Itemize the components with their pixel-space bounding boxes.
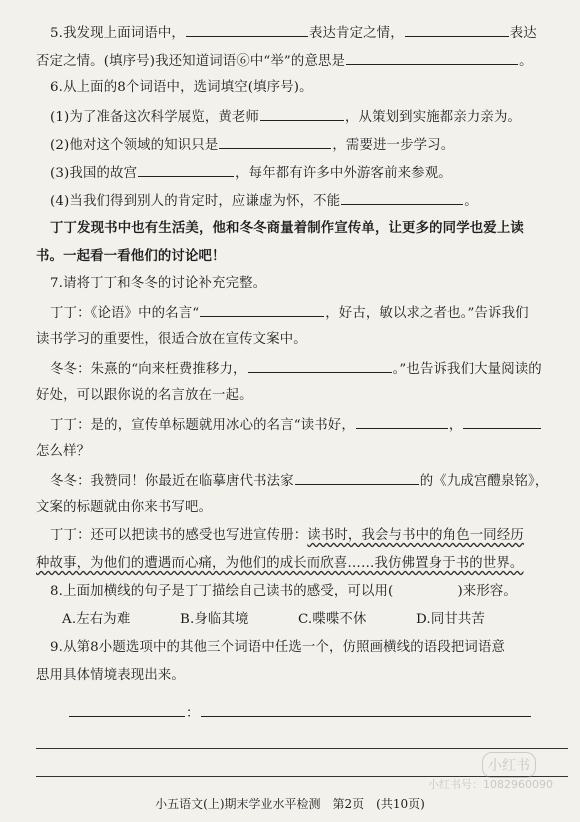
intro-line-2: 书。一起看一看他们的讨论吧！: [36, 248, 226, 264]
q6-s1-text: (1)为了准备这次科学展览，黄老师: [50, 110, 259, 125]
q8-option-d[interactable]: D.同甘共苦: [416, 612, 485, 627]
q7-underlined-sentence-b: 种故事，为他们的遭遇而心痛，为他们的成长而欣喜……我仿佛置身于书的世界。: [36, 556, 524, 571]
q7-d3-text: 丁丁：是的，宣传单标题就用冰心的名言“读书好，: [50, 418, 355, 433]
q8-option-a[interactable]: A.左右为难: [62, 612, 131, 627]
q7-d2-tail: 。”也告诉我们大量阅读的: [392, 362, 542, 377]
q6-sentence-1: [0, 106, 580, 128]
q8-options: [0, 610, 580, 630]
q8-prompt: [0, 582, 580, 602]
q9-word-blank[interactable]: [69, 702, 185, 717]
q9-sentence-blank[interactable]: [201, 702, 531, 717]
page-footer: 小五语文(上)期末学业水平检测 第2页 (共10页): [155, 797, 425, 811]
q6-s4-tail: 。: [464, 194, 478, 209]
q7-underlined-sentence-a: 读书时，我会与书中的角色一同经历: [307, 528, 524, 543]
q5-text-b: 表达肯定之情，: [308, 26, 404, 41]
q7-dialog-5-cont: [0, 554, 580, 574]
q6-blank-1[interactable]: [260, 106, 344, 121]
q7-blank-4[interactable]: [463, 414, 541, 429]
q7-dialog-2: [0, 358, 580, 380]
q5-text-d: 否定之情。(填序号)我还知道词语⑥中“举”的意思是: [36, 54, 346, 69]
q5-blank-2[interactable]: [405, 22, 509, 37]
q5-text-c: 表达: [509, 26, 537, 41]
q9-answer-line-2[interactable]: [36, 748, 568, 749]
q6-s2-tail: ，需要进一步学习。: [332, 138, 455, 153]
q6-sentence-3: [0, 162, 580, 184]
q7-dialog-1: [0, 302, 580, 324]
q7-blank-3[interactable]: [356, 414, 448, 429]
watermark-id: 小红书号：1082960090: [428, 778, 553, 791]
q7-d2-text: 冬冬：朱熹的“向来枉费推移力，: [50, 362, 247, 377]
q7-d4-text: 冬冬：我赞同！你最近在临摹唐代书法家: [50, 474, 294, 489]
q7-blank-5[interactable]: [295, 470, 419, 485]
q7-prompt: 7.请将丁丁和冬冬的讨论补充完整。: [50, 276, 267, 291]
q9-prompt-2: 思用具体情境表现出来。: [36, 668, 185, 683]
q7-d5-text: 丁丁：还可以把读书的感受也写进宣传册：: [50, 528, 308, 543]
q6-s2-text: (2)他对这个领域的知识只是: [50, 138, 219, 153]
q6-blank-3[interactable]: [138, 162, 234, 177]
q8-tail: )来形容。: [457, 584, 517, 599]
q6-s4-text: (4)当我们得到别人的肯定时，应谦虚为怀，不能: [50, 194, 341, 209]
q5-blank-1[interactable]: [186, 22, 308, 37]
q7-dialog-4-cont: 文案的标题就由你来书写吧。: [36, 500, 213, 515]
intro-line-1: 丁丁发现书中也有生活美，他和冬冬商量着制作宣传单，让更多的同学也爱上读: [50, 220, 524, 236]
q8-text: 8.上面加横线的句子是丁丁描绘自己读书的感受，可以用(: [50, 584, 394, 599]
q7-dialog-3-cont: 怎么样？: [36, 444, 91, 459]
q5-text-e: 。: [519, 54, 533, 69]
q6-sentence-2: [0, 134, 580, 156]
q7-blank-1[interactable]: [200, 302, 324, 317]
q6-s1-tail: ，从策划到实施都亲力亲为。: [345, 110, 522, 125]
q6-prompt: 6.从上面的8个词语中，选词填空(填序号)。: [50, 80, 313, 95]
q6-sentence-4: [0, 190, 580, 212]
q5-line-1: [0, 22, 580, 44]
q7-dialog-4: [0, 470, 580, 492]
q6-s3-text: (3)我国的故宫: [50, 166, 138, 181]
q9-prompt-1: 9.从第8小题选项中的其他三个词语中任选一个，仿照画横线的语段把词语意: [50, 640, 506, 655]
q7-d3-comma: ，: [448, 418, 463, 433]
q5-line-2: [0, 50, 580, 72]
q7-dialog-1-cont: 读书学习的重要性，很适合放在宣传文案中。: [36, 332, 307, 347]
q7-dialog-2-cont: 好处，可以跟你说的名言放在一起。: [36, 388, 253, 403]
q5-blank-3[interactable]: [346, 50, 518, 65]
q7-dialog-3: [0, 414, 580, 436]
q6-blank-2[interactable]: [219, 134, 331, 149]
q7-blank-2[interactable]: [248, 358, 392, 373]
q6-s3-tail: ，每年都有许多中外游客前来参观。: [235, 166, 452, 181]
watermark-logo: 小红书: [482, 752, 536, 778]
q7-dialog-5: [0, 526, 580, 546]
q6-blank-4[interactable]: [341, 190, 463, 205]
q7-d4-tail: 的《九成宫醴泉铭》，: [419, 474, 549, 489]
q5-text-a: 5.我发现上面词语中，: [50, 26, 185, 41]
q8-option-c[interactable]: C.喋喋不休: [298, 612, 367, 627]
q9-colon: ：: [186, 706, 200, 721]
q9-answer-line-3[interactable]: [36, 776, 568, 777]
q7-d1-text: 丁丁：《论语》中的名言“: [50, 306, 200, 321]
q9-answer-line-1: [0, 702, 580, 724]
q8-option-b[interactable]: B.身临其境: [180, 612, 249, 627]
q7-d1-tail: ，好古，敏以求之者也。”告诉我们: [325, 306, 529, 321]
